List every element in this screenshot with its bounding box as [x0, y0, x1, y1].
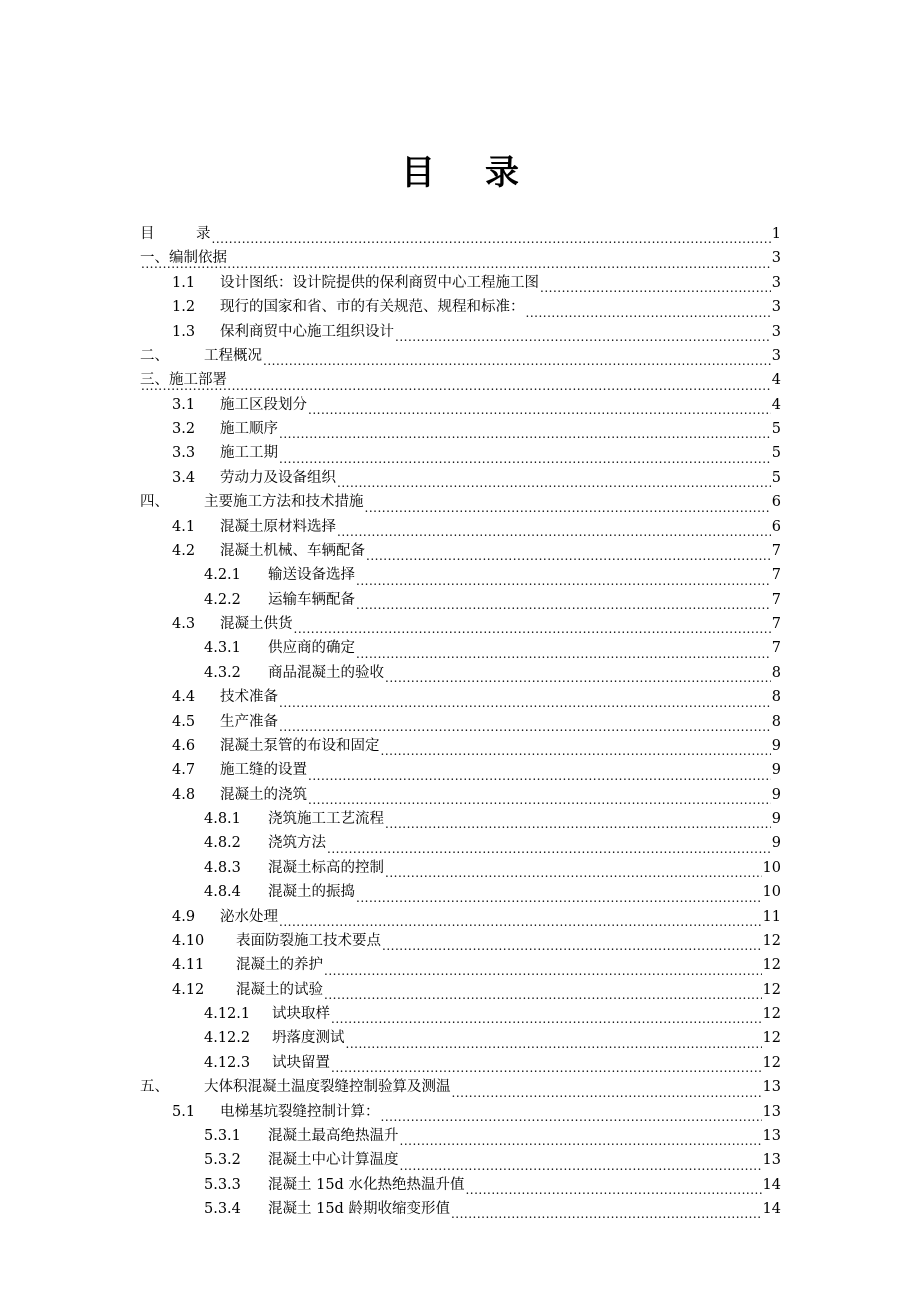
toc-entry-number: 5.3.1: [204, 1127, 241, 1144]
toc-entry-page: 8: [771, 689, 781, 706]
dot-leader: [451, 1203, 762, 1221]
dot-leader: [356, 594, 771, 612]
toc-entry-page: 7: [771, 542, 781, 559]
toc-entry-page: 11: [762, 908, 781, 925]
toc-entry-title: 混凝土中心计算温度: [268, 1152, 399, 1169]
dot-leader: [337, 472, 771, 490]
toc-entry-number: 4.8: [172, 786, 196, 803]
toc-entry-number: 3.4: [172, 469, 196, 486]
toc-entry-number: 4.8.3: [204, 859, 241, 876]
dot-leader: [308, 789, 771, 807]
dot-leader: [141, 253, 771, 271]
toc-entry-page: 12: [762, 1054, 781, 1071]
toc-entry-page: 12: [762, 1030, 781, 1047]
toc-entry-title: 混凝土 15d 水化热绝热温升值: [268, 1176, 465, 1193]
toc-entry[interactable]: [140, 978, 781, 1002]
dot-leader: [366, 545, 771, 563]
toc-entry-number: 4.8.4: [204, 884, 241, 901]
toc-entry[interactable]: [140, 661, 781, 685]
toc-entry[interactable]: [140, 1124, 781, 1148]
toc-entry-page: 3: [771, 250, 781, 267]
title-char-1: 目: [401, 153, 435, 193]
toc-entry-number: 4.2: [172, 542, 196, 559]
toc-entry[interactable]: [140, 783, 781, 807]
toc-entry-page: 13: [762, 1127, 781, 1144]
toc-entry[interactable]: [140, 880, 781, 904]
dot-leader: [385, 862, 762, 880]
toc-entry-page: 5: [771, 445, 781, 462]
toc-entry[interactable]: [140, 831, 781, 855]
dot-leader: [385, 813, 771, 831]
toc-entry-page: 4: [771, 396, 781, 413]
toc-entry-page: 3: [771, 274, 781, 291]
toc-entry-page: 10: [762, 884, 781, 901]
toc-entry-number: 3.1: [172, 396, 196, 413]
toc-entry-page: 12: [762, 1006, 781, 1022]
toc-entry-title: 施工区段划分: [220, 396, 307, 413]
toc-entry-page: 7: [771, 640, 781, 657]
toc-entry[interactable]: [140, 539, 781, 563]
toc-entry-page: 12: [762, 981, 781, 998]
toc-entry-page: 12: [762, 932, 781, 949]
dot-leader: [400, 1155, 762, 1173]
toc-entry-title: 混凝土的振捣: [268, 884, 355, 901]
toc-entry[interactable]: [140, 563, 781, 587]
toc-entry-title: 商品混凝土的验收: [268, 664, 384, 681]
toc-entry-number: 4.5: [172, 713, 196, 730]
toc-entry-number: 5.3.2: [204, 1152, 241, 1169]
toc-entry-number: 4.12.3: [204, 1054, 251, 1071]
dot-leader: [526, 302, 771, 320]
toc-entry-number: 4.2.1: [204, 567, 241, 584]
toc-entry-page: 9: [771, 762, 781, 779]
dot-leader: [356, 887, 762, 905]
toc-entry[interactable]: [140, 905, 781, 929]
dot-leader: [540, 277, 771, 295]
toc-entry-number: 目: [140, 226, 155, 242]
toc-entry-number: 4.7: [172, 762, 196, 779]
toc-entry-title: 试块取样: [272, 1006, 330, 1022]
toc-entry-page: 13: [762, 1079, 781, 1096]
dot-leader: [324, 984, 762, 1002]
dot-leader: [331, 1057, 762, 1075]
toc-entry[interactable]: [140, 1173, 781, 1197]
toc-entry-title: 主要施工方法和技术措施: [204, 494, 364, 511]
dot-leader: [279, 911, 762, 929]
toc-entry-number: 3.3: [172, 445, 196, 462]
toc-entry-title: 混凝土的试验: [236, 981, 323, 998]
toc-entry-number: 4.12.2: [204, 1030, 251, 1047]
toc-entry-page: 8: [771, 664, 781, 681]
toc-entry-title: 生产准备: [220, 713, 278, 730]
toc-entry[interactable]: [140, 1075, 781, 1099]
toc-entry-page: 6: [771, 518, 781, 535]
toc-entry-page: 5: [771, 421, 781, 437]
toc-entry-number: 4.1: [172, 518, 196, 535]
toc-entry-page: 7: [771, 567, 781, 584]
toc-entry-title: 混凝土的养护: [236, 957, 323, 974]
toc-entry-page: 3: [771, 299, 781, 316]
toc-entry-title: 混凝土的浇筑: [220, 786, 307, 803]
toc-entry-number: 1.3: [172, 323, 196, 340]
dot-leader: [279, 448, 771, 466]
toc-entry[interactable]: [140, 222, 781, 246]
dot-leader: [308, 765, 771, 783]
toc-entry[interactable]: [140, 929, 781, 953]
toc-entry-title: 施工缝的设置: [220, 762, 307, 779]
toc-entry[interactable]: [140, 320, 781, 344]
dot-leader: [324, 960, 762, 978]
toc-entry-number: 5.3.4: [204, 1201, 241, 1217]
toc-entry-number: 4.12.1: [204, 1006, 251, 1022]
toc-entry-title: 录: [196, 226, 211, 242]
toc-entry-page: 8: [771, 713, 781, 730]
toc-entry-title: 表面防裂施工技术要点: [236, 932, 381, 949]
toc-entry[interactable]: [140, 1100, 781, 1124]
toc-entry-page: 6: [771, 494, 781, 511]
toc-entry-number: 1.1: [172, 274, 196, 291]
toc-entry-title: 运输车辆配备: [268, 591, 355, 608]
toc-entry[interactable]: [140, 710, 781, 734]
toc-entry-page: 12: [762, 957, 781, 974]
toc-entry-title: 电梯基坑裂缝控制计算：: [220, 1103, 380, 1120]
toc-entry-number: 4.12: [172, 981, 205, 998]
dot-leader: [279, 716, 771, 734]
toc-entry-number: 1.2: [172, 299, 196, 316]
toc-entry-page: 13: [762, 1103, 781, 1120]
toc-entry-title: 劳动力及设备组织: [220, 469, 336, 486]
toc-entry-number: 4.9: [172, 908, 196, 925]
toc-entry-page: 7: [771, 591, 781, 608]
toc-entry-title: 浇筑施工工艺流程: [268, 811, 384, 827]
dot-leader: [381, 1106, 762, 1124]
toc-entry-title: 供应商的确定: [268, 640, 355, 657]
dot-leader: [337, 521, 771, 539]
toc-entry-title: 工程概况: [204, 347, 262, 364]
toc-entry[interactable]: 三、施工部署 ..... 4: [140, 368, 781, 392]
dot-leader: [452, 1082, 762, 1100]
toc-entry-number: 4.10: [172, 932, 205, 949]
dot-leader: [331, 1008, 762, 1026]
toc-entry-title: 泌水处理: [220, 908, 278, 925]
dot-leader: [327, 838, 771, 856]
toc-entry-number: 4.8.1: [204, 811, 241, 827]
toc-entry[interactable]: [140, 1051, 781, 1075]
toc-entry-page: 7: [771, 616, 781, 632]
toc-entry[interactable]: [140, 758, 781, 782]
toc-entry[interactable]: [140, 441, 781, 465]
toc-entry-title: 混凝土最高绝热温升: [268, 1127, 399, 1144]
dot-leader: [356, 570, 771, 588]
toc-entry[interactable]: 一、编制依据 ..... 3: [140, 246, 781, 270]
toc-entry-title: 混凝土供货: [220, 616, 293, 632]
toc-entry-page: 9: [771, 811, 781, 827]
toc-entry-title: 保利商贸中心施工组织设计: [220, 323, 394, 340]
toc-entry-page: 3: [771, 347, 781, 364]
toc-entry-page: 14: [762, 1176, 781, 1193]
toc-entry[interactable]: [140, 344, 781, 368]
toc-entry-number: 5.1: [172, 1103, 196, 1120]
toc-entry-title: 试块留置: [272, 1054, 330, 1071]
toc-entry[interactable]: [140, 685, 781, 709]
toc-entry-title: 大体积混凝土温度裂缝控制验算及测温: [204, 1079, 451, 1096]
toc-entry[interactable]: [140, 1148, 781, 1172]
toc-entry[interactable]: [140, 636, 781, 660]
toc-entry[interactable]: [140, 417, 781, 441]
toc-entry-number: 4.3.1: [204, 640, 241, 657]
dot-leader: [279, 423, 771, 441]
toc-entry[interactable]: [140, 734, 781, 758]
toc-entry[interactable]: [140, 393, 781, 417]
toc-entry-number: 4.2.2: [204, 591, 241, 608]
toc-entry[interactable]: [140, 588, 781, 612]
toc-entry[interactable]: [140, 271, 781, 295]
toc-entry-number: 五、: [140, 1079, 169, 1096]
dot-leader: [395, 326, 771, 344]
title-char-2: 录: [485, 153, 519, 193]
toc-entry-title: 设计图纸：设计院提供的保利商贸中心工程施工图: [220, 274, 539, 291]
toc-entry-title: 输送设备选择: [268, 567, 355, 584]
toc-entry-title: 坍落度测试: [272, 1030, 345, 1047]
toc-entry-page: 3: [771, 323, 781, 340]
toc-entry[interactable]: [140, 466, 781, 490]
toc-entry-title: 现行的国家和省、市的有关规范、规程和标准：: [220, 299, 525, 316]
dot-leader: [385, 667, 771, 685]
toc-entry-title: 混凝土原材料选择: [220, 518, 336, 535]
toc-entry-title: 混凝土机械、车辆配备: [220, 542, 365, 559]
toc-entry[interactable]: [140, 1002, 781, 1026]
toc-entry-number: 3.2: [172, 421, 196, 437]
toc-entry-page: 1: [771, 226, 781, 242]
toc-entry-page: 9: [771, 737, 781, 754]
toc-entry-page: 9: [771, 786, 781, 803]
toc-entry-title: 技术准备: [220, 689, 278, 706]
table-of-contents: [140, 222, 781, 1221]
toc-entry-page: 4: [771, 372, 781, 389]
toc-entry[interactable]: [140, 515, 781, 539]
toc-entry-number: 4.4: [172, 689, 196, 706]
toc-entry[interactable]: [140, 807, 781, 831]
dot-leader: [212, 228, 771, 246]
toc-entry-title: 混凝土标高的控制: [268, 859, 384, 876]
toc-entry-number: 4.8.2: [204, 835, 241, 852]
dot-leader: [308, 399, 771, 417]
toc-entry-number: 4.3.2: [204, 664, 241, 681]
toc-entry-title: 施工工期: [220, 445, 278, 462]
dot-leader: [365, 497, 771, 515]
toc-entry-title: 混凝土 15d 龄期收缩变形值: [268, 1201, 450, 1217]
toc-entry-number: 5.3.3: [204, 1176, 241, 1193]
toc-entry-title: 浇筑方法: [268, 835, 326, 852]
toc-entry-number: 二、: [140, 347, 169, 364]
toc-entry-number: 4.3: [172, 616, 196, 632]
toc-entry-number: 4.6: [172, 737, 196, 754]
toc-entry-page: 5: [771, 469, 781, 486]
toc-entry-title: 施工顺序: [220, 421, 278, 437]
dot-leader: [294, 618, 771, 636]
dot-leader: [400, 1130, 762, 1148]
toc-entry[interactable]: [140, 1026, 781, 1050]
toc-entry[interactable]: [140, 295, 781, 319]
dot-leader: [356, 643, 771, 661]
toc-entry-title: 混凝土泵管的布设和固定: [220, 737, 380, 754]
dot-leader: [141, 375, 771, 393]
toc-entry[interactable]: [140, 1197, 781, 1221]
toc-entry-page: 13: [762, 1152, 781, 1169]
toc-entry-number: 4.11: [172, 957, 205, 974]
toc-entry[interactable]: [140, 856, 781, 880]
toc-entry[interactable]: [140, 490, 781, 514]
toc-entry[interactable]: [140, 953, 781, 977]
toc-entry-page: 10: [762, 859, 781, 876]
dot-leader: [382, 935, 762, 953]
dot-leader: [346, 1033, 762, 1051]
dot-leader: [279, 692, 771, 710]
dot-leader: [263, 350, 771, 368]
toc-entry-page: 9: [771, 835, 781, 852]
toc-entry[interactable]: [140, 612, 781, 636]
toc-entry-number: 四、: [140, 494, 169, 511]
page-title: [0, 145, 920, 194]
dot-leader: [465, 1179, 761, 1197]
dot-leader: [381, 740, 771, 758]
toc-entry-page: 14: [762, 1201, 781, 1217]
